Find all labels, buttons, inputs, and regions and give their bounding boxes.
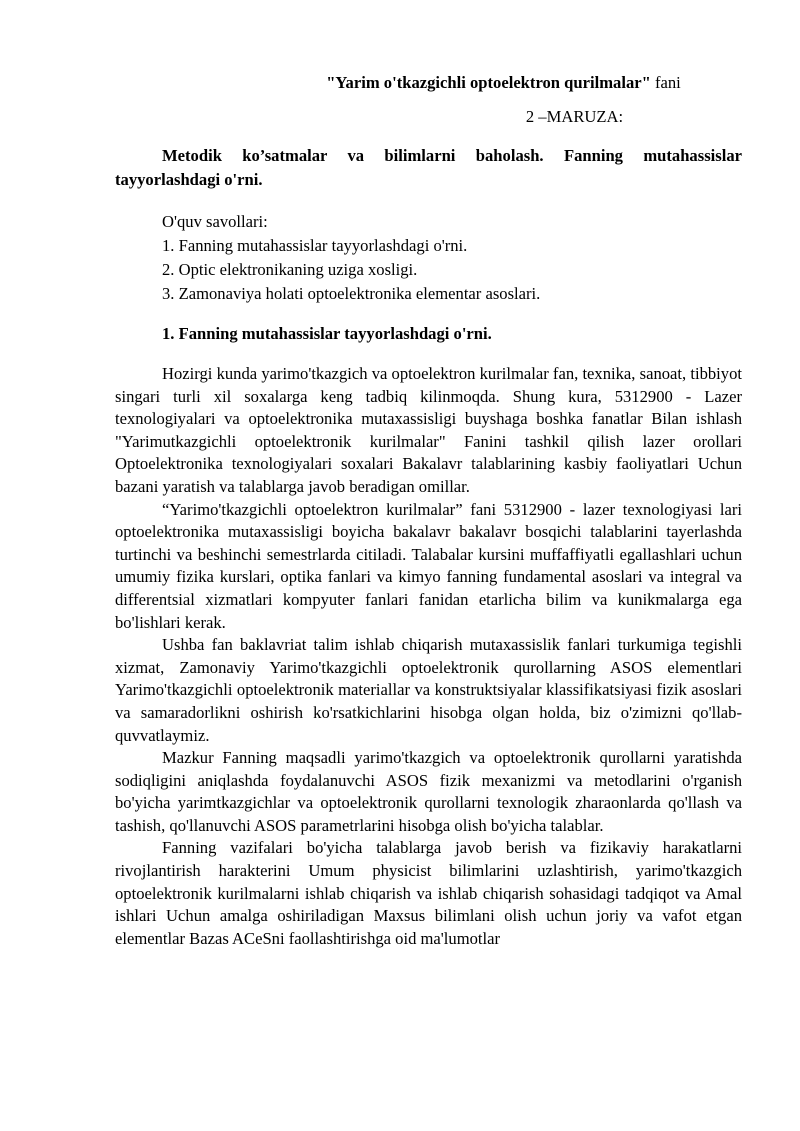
study-questions-label: O'quv savollari:	[162, 212, 268, 231]
paragraph: “Yarimo'tkazgichli optoelektron kurilmalar” fani 5312900 - lazer texnologiyasi lari optoelektronika mutaxassisligi boyicha bakalavr bakalavr bosqichi talablarini tayerlashda turtinchi va beshinchi semestrlarda citiladi. Talabalar kursini muffaffiyatli egallashlari uchun umumiy fizika kurslari, optika fanlari va kimyo fanning fundamental asoslari va integral va differentsial xizmatlari kompyuter fanlari fanidan etarlicha bilim va kunikmalarga ega bo'lishlari kerak.	[115, 499, 742, 632]
subject-suffix: fani	[650, 73, 681, 92]
paragraph: Fanning vazifalari bo'yicha talablarga javob berish va fizikaviy harakatlarni rivojlantirish harakterini Umum physicist bilimlarini uzlashtirish, yarimo'tkazgich optoelektronik kurilmalarni ishlab chiqarish va ishlab chiqarish sohasidagi tadqiqot va Amal ishlari Uchun amalga oshiriladigan Maxsus bilimlani olish uchun joriy va vafot etgan elementlar Bazas ACeSni faollashtirishga oid ma'lumotlar	[115, 838, 742, 948]
paragraph: Hozirgi kunda yarimo'tkazgich va optoelektron kurilmalar fan, texnika, sanoat, tibbiyot singari turli xil soxalarga keng tadbiq kilinmoqda. Shung kura, 5312900 - Lazer texnologiyalari va optoelektronika mutaxassisligi buyshaga boshka fanatlar Bilan ishlash "Yarimutkazgichli optoelektronik kurilmalar" Fanini tashkil qilish lazer orollari Optoelektronika texnologiyalari soxalari Bakalavr talablarining kasbiy faoliyatlari Uchun bazani yaratish va talablarga javob beradigan omillar.	[115, 364, 742, 496]
paragraph: Mazkur Fanning maqsadli yarimo'tkazgich va optoelektronik qurollarni yaratishda sodiqligini aniqlashda foydalanuvchi ASOS fizik mexanizmi va metodlarini o'rganish bo'yicha yarimtkazgichlar va optoelektronik qurollarni texnologik zharaonlarda qo'llash va tashish, qo'llanuvchi ASOS parametrlarini hisobga olish bo'yicha talablar.	[115, 748, 742, 835]
section-heading: 1. Fanning mutahassislar tayyorlashdagi o'rni.	[162, 324, 492, 343]
subject-title-line	[115, 72, 742, 94]
study-questions	[115, 210, 742, 306]
lecture-title: Metodik ko’satmalar va bilimlarni baholash. Fanning mutahassislar tayyorlashdagi o'rni.	[115, 146, 742, 189]
document-page	[115, 72, 742, 950]
question-item: 1. Fanning mutahassislar tayyorlashdagi o'rni.	[162, 236, 468, 255]
question-item: 3. Zamonaviya holati optoelektronika elementar asoslari.	[162, 284, 541, 303]
lecture-number: 2 –MARUZA:	[525, 107, 624, 126]
section-body	[115, 363, 742, 950]
subject-title: "Yarim o'tkazgichli optoelektron qurilmalar"	[326, 73, 651, 92]
paragraph: Ushba fan baklavriat talim ishlab chiqarish mutaxassislik fanlari turkumiga tegishli xizmat, Zamonaviy Yarimo'tkazgichli optoelektronik qurollarning ASOS elementlari Yarimo'tkazgichli optoelektronik materiallar va konstruktsiyalar klassifikatsiyasi fizik asoslari va samaradorlikni oshirish ko'rsatkichlarini hisobga olgan holda, biz o'zimizni qo'llab-quvvatlaymiz.	[115, 635, 742, 745]
question-item: 2. Optic elektronikaning uziga xosligi.	[162, 260, 418, 279]
